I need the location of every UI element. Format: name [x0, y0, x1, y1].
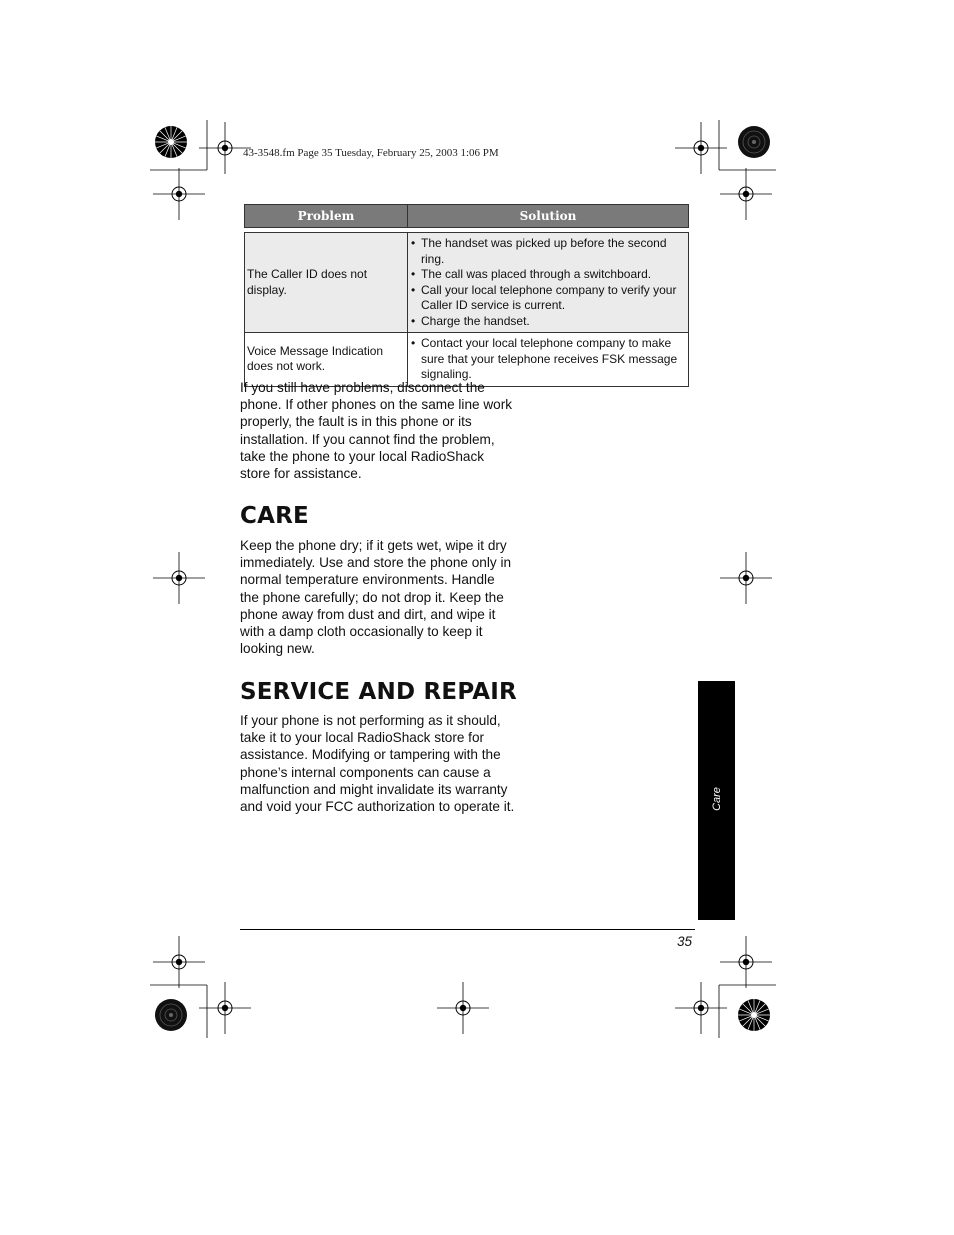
troubleshooting-table — [244, 204, 689, 387]
solution-list — [410, 236, 686, 329]
solid-target-icon — [738, 126, 770, 158]
starburst-target-icon — [738, 999, 770, 1031]
solution-list — [410, 336, 686, 383]
starburst-target-icon — [155, 126, 187, 158]
registration-mark-icon — [437, 982, 489, 1034]
problem-cell: Voice Message Indication does not work. — [245, 333, 408, 387]
solid-target-icon — [155, 999, 187, 1031]
care-paragraph: Keep the phone dry; if it gets wet, wipe it dry immediately. Use and store the phone only in normal temperature environments. Handle the phone carefully; do not drop it. Keep the phone away from dust and dirt, and wipe it with a damp cloth occasionally to keep it looking new. — [240, 538, 512, 657]
footer-rule — [240, 929, 695, 930]
table-row — [245, 333, 689, 387]
registration-mark-icon — [720, 936, 772, 988]
solution-item: • The handset was picked up before the second ring. — [410, 236, 686, 267]
file-info-header: 43-3548.fm Page 35 Tuesday, February 25, 2003 1:06 PM — [243, 147, 499, 159]
registration-mark-icon — [153, 552, 205, 604]
problem-column-header: Problem — [245, 205, 408, 228]
table-header-row — [245, 205, 689, 228]
registration-mark-icon — [720, 552, 772, 604]
solution-item: • Charge the handset. — [410, 314, 686, 330]
side-tab — [698, 681, 735, 920]
registration-mark-icon — [153, 168, 205, 220]
solution-item: • The call was placed through a switchboard. — [410, 267, 686, 283]
intro-paragraph: If you still have problems, disconnect the phone. If other phones on the same line work properly, the fault is in this phone or its installation. If you cannot find the problem, take the phone to your local RadioShack store for assistance. — [240, 380, 513, 482]
table-row — [245, 233, 689, 333]
side-tab-label: Care — [710, 787, 723, 811]
solution-item: • Contact your local telephone company to make sure that your telephone receives FSK message signaling. — [410, 336, 686, 383]
registration-mark-icon — [153, 936, 205, 988]
solution-item: • Call your local telephone company to verify your Caller ID service is current. — [410, 283, 686, 314]
solution-cell — [408, 233, 689, 333]
problem-cell: The Caller ID does not display. — [245, 233, 408, 333]
care-heading: CARE — [240, 503, 309, 529]
service-paragraph: If your phone is not performing as it should, take it to your local RadioShack store for assistance. Modifying or tampering with the phone’s internal components can cause a malfunction and might invalidate its warranty and void your FCC authorization to operate it. — [240, 713, 515, 815]
registration-mark-icon — [720, 168, 772, 220]
service-heading: SERVICE AND REPAIR — [240, 679, 517, 705]
solution-cell — [408, 333, 689, 387]
page-number: 35 — [676, 934, 692, 949]
solution-column-header: Solution — [408, 205, 689, 228]
